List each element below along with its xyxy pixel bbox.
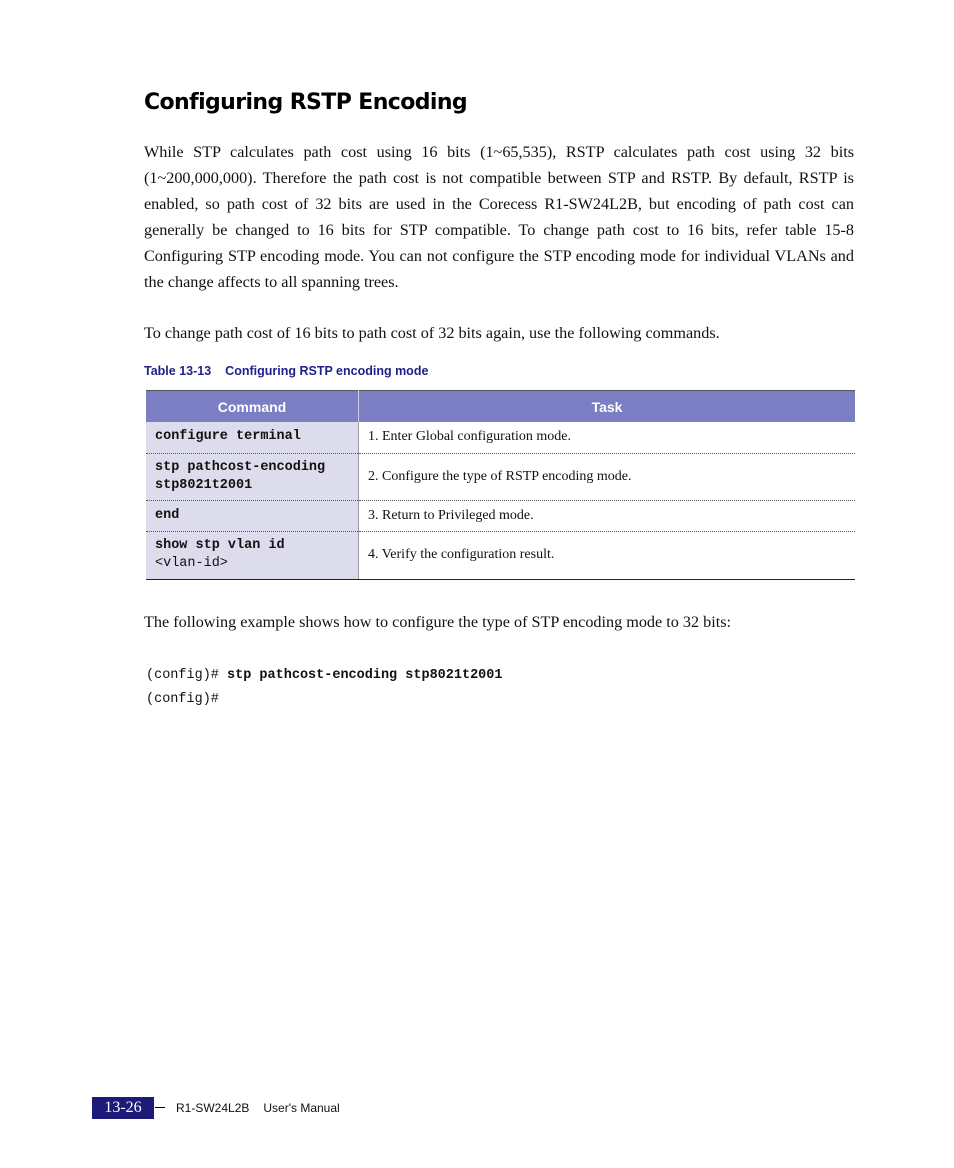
- command-cell: stp pathcost-encoding stp8021t2001: [146, 453, 359, 500]
- table-row: [146, 531, 855, 579]
- footer-divider: [155, 1107, 165, 1108]
- section-title: Configuring RSTP Encoding: [144, 90, 468, 115]
- table-caption: [144, 364, 428, 378]
- table-caption-number: Table 13-13: [144, 364, 212, 378]
- footer-product: R1-SW24L2B: [176, 1101, 250, 1115]
- table-row: [146, 422, 855, 453]
- table-row: [146, 453, 855, 500]
- command-text: show stp vlan id: [155, 538, 285, 553]
- example-intro-paragraph: The following example shows how to configure the type of STP encoding mode to 32 bits:: [144, 613, 732, 631]
- cli-prompt: (config)#: [146, 668, 219, 683]
- task-cell: 3. Return to Privileged mode.: [359, 500, 856, 531]
- command-argument: <vlan-id>: [155, 556, 228, 571]
- header-task: Task: [359, 391, 856, 423]
- table-header-row: [146, 391, 855, 423]
- table-row: [146, 500, 855, 531]
- table-caption-title: Configuring RSTP encoding mode: [225, 364, 429, 378]
- command-cell: configure terminal: [146, 422, 359, 453]
- task-cell: 4. Verify the configuration result.: [359, 531, 856, 579]
- footer-text: [176, 1101, 354, 1115]
- example-code-line: [146, 668, 502, 683]
- cli-command: stp pathcost-encoding stp8021t2001: [227, 668, 503, 683]
- example-code-line: [146, 692, 219, 707]
- command-table: [146, 390, 855, 580]
- page-number: 13-26: [92, 1097, 154, 1119]
- task-cell: 1. Enter Global configuration mode.: [359, 422, 856, 453]
- intro-paragraph: While STP calculates path cost using 16 bits (1~65,535), RSTP calculates path cost using 32 bits (1~200,000,000). Therefore the path cost is not compatible between STP and RSTP. By default, RSTP is enabled, so path cost of 32 bits are used in the Corecess R1-SW24L2B, but encoding of path cost can generally be changed to 16 bits for STP compatible. To change path cost to 16 bits, refer table 15-8 Configuring STP encoding mode. You can not configure the STP encoding mode for individual VLANs and the change affects to all spanning trees.: [144, 143, 854, 291]
- change-back-paragraph: To change path cost of 16 bits to path cost of 32 bits again, use the following commands.: [144, 324, 720, 342]
- footer-doc-title: User's Manual: [263, 1101, 340, 1115]
- task-cell: 2. Configure the type of RSTP encoding mode.: [359, 453, 856, 500]
- cli-prompt: (config)#: [146, 692, 219, 707]
- header-command: Command: [146, 391, 359, 423]
- command-cell: end: [146, 500, 359, 531]
- command-cell: [146, 531, 359, 579]
